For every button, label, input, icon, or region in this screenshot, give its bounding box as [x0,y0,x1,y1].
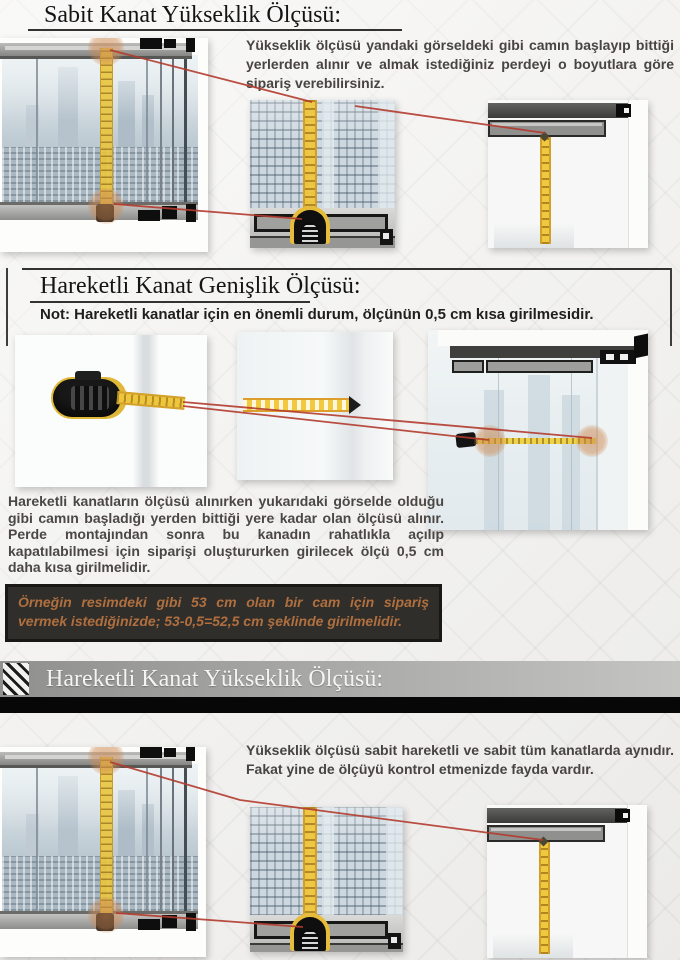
hinge-hardware [138,210,160,221]
section2-title-underline [30,301,310,303]
rail-end-cap [615,809,630,822]
city-reflection [493,934,573,958]
measuring-tape-icon [100,757,113,915]
balcony-overview-photo [0,38,208,252]
tape-arrow-tip [349,396,361,414]
rail-tape-photo [487,805,647,958]
measure-point-highlight [88,897,124,933]
glass-panel-divider [36,764,38,911]
hinge-hardware [138,919,160,930]
hatch-mark-icon [3,663,29,695]
measuring-tape-icon [116,391,185,410]
hinge-hardware [140,747,162,758]
city-reflection [494,224,574,248]
measuring-tape-icon [539,842,550,954]
city-tower [484,390,504,530]
tape-measure-housing-icon [290,913,330,951]
folded-panel-edge [172,55,174,202]
sky-gap [322,100,334,210]
measuring-tape-icon [303,100,317,214]
example-callout-box [5,584,442,642]
rail-tape-photo [488,100,648,248]
balcony-overview-photo [0,747,206,957]
section3-title: Hareketli Kanat Yükseklik Ölçüsü: [46,666,384,692]
example-text: Örneğin resimdeki gibi 53 cm olan bir cam için sipariş vermek istediğinizde; 53-0,5=52,5 cm şeklinde girilmelidir. [18,594,429,629]
section3-description: Yükseklik ölçüsü sabit hareketli ve sabit tüm kanatlarda aynıdır. Fakat yine de ölçüyü kontrol etmenizde fayda vardır. [246,742,674,777]
corner-bracket [388,933,401,949]
tape-device-photo [15,335,207,487]
folded-panel-edge [160,55,162,202]
hinge-hardware [186,747,195,761]
hinge-hardware [162,206,177,219]
device-grip [71,386,109,410]
hinge-hardware [164,748,176,757]
measure-point-highlight [88,188,124,224]
corner-bracket [634,334,648,359]
section2-note: Not: Hareketli kanatlar için en önemli durum, ölçünün 0,5 cm kısa girilmesidir. [40,306,594,323]
glass-panel-edge [627,805,647,958]
tape-closeup-photo [250,807,403,952]
hinge-hardware [164,39,176,48]
rail-channel [486,360,593,373]
section2-border-top [22,268,672,270]
folded-panel-edge [184,55,187,202]
glass-panel-divider [133,335,159,487]
device-clip [75,371,101,380]
glass-panel-edge [628,100,648,248]
section2-paragraph: Hareketli kanatların ölçüsü alınırken yukarıdaki görselde olduğu gibi camın başladığı yerden bittiği yere kadar olan ölçüsü alınır. Perde montajından sonra bu kanadın rahatlıkla açılıp kapatılabilmesi için siparişi oluştururken girilecek ölçü 0,5 cm daha kısa girilmelidir. [8,493,444,575]
glass-panel-divider [146,55,148,202]
section2-border-left [6,268,8,346]
horizontal-tape-photo [237,332,393,480]
hinge-hardware [162,915,177,928]
rail-end-cap [616,104,631,117]
section1-title: Sabit Kanat Yükseklik Ölçüsü: [44,2,342,28]
wide-panel-photo [428,330,648,530]
folded-panel-edge [160,764,162,911]
hinge-hardware [186,913,196,931]
hinge-hardware [186,38,195,52]
section3-banner [0,661,680,697]
section2-title: Hareketli Kanat Genişlik Ölçüsü: [40,273,361,299]
glass-panel-divider [36,55,38,202]
tape-closeup-photo [250,100,395,248]
section1-title-underline [28,29,402,31]
housing-grill [300,929,320,949]
measuring-tape-icon [303,807,317,921]
divider-black-bar [0,697,680,713]
hinge-hardware [186,204,196,222]
top-rail [487,808,627,823]
measure-point-highlight [474,425,506,457]
measuring-tape-icon [243,398,351,412]
tape-measure-housing-icon [290,206,330,244]
section2-border-right [670,268,672,346]
section1-description: Yükseklik ölçüsü yandaki görseldeki gibi camın başlayıp bittiği yerlerden alınır ve almak istediğiniz perdeyi o boyutlara göre sipariş verebilirsiniz. [246,37,674,91]
measuring-tape-icon [100,48,113,206]
measure-point-highlight [576,425,608,457]
folded-panel-edge [184,764,187,911]
housing-grill [300,222,320,242]
city-tower [528,375,550,530]
folded-panel-edge [172,764,174,911]
sky-gap [386,807,403,917]
top-rail [488,103,628,118]
corner-bracket [380,229,393,245]
measuring-tape-icon [540,137,551,244]
hinge-hardware [140,38,162,49]
sky-gap [322,807,334,917]
wall-strip [438,330,638,346]
sky-gap [378,100,395,210]
rail-channel [452,360,484,373]
hinge-hardware [600,350,636,364]
glass-panel-divider [146,764,148,911]
